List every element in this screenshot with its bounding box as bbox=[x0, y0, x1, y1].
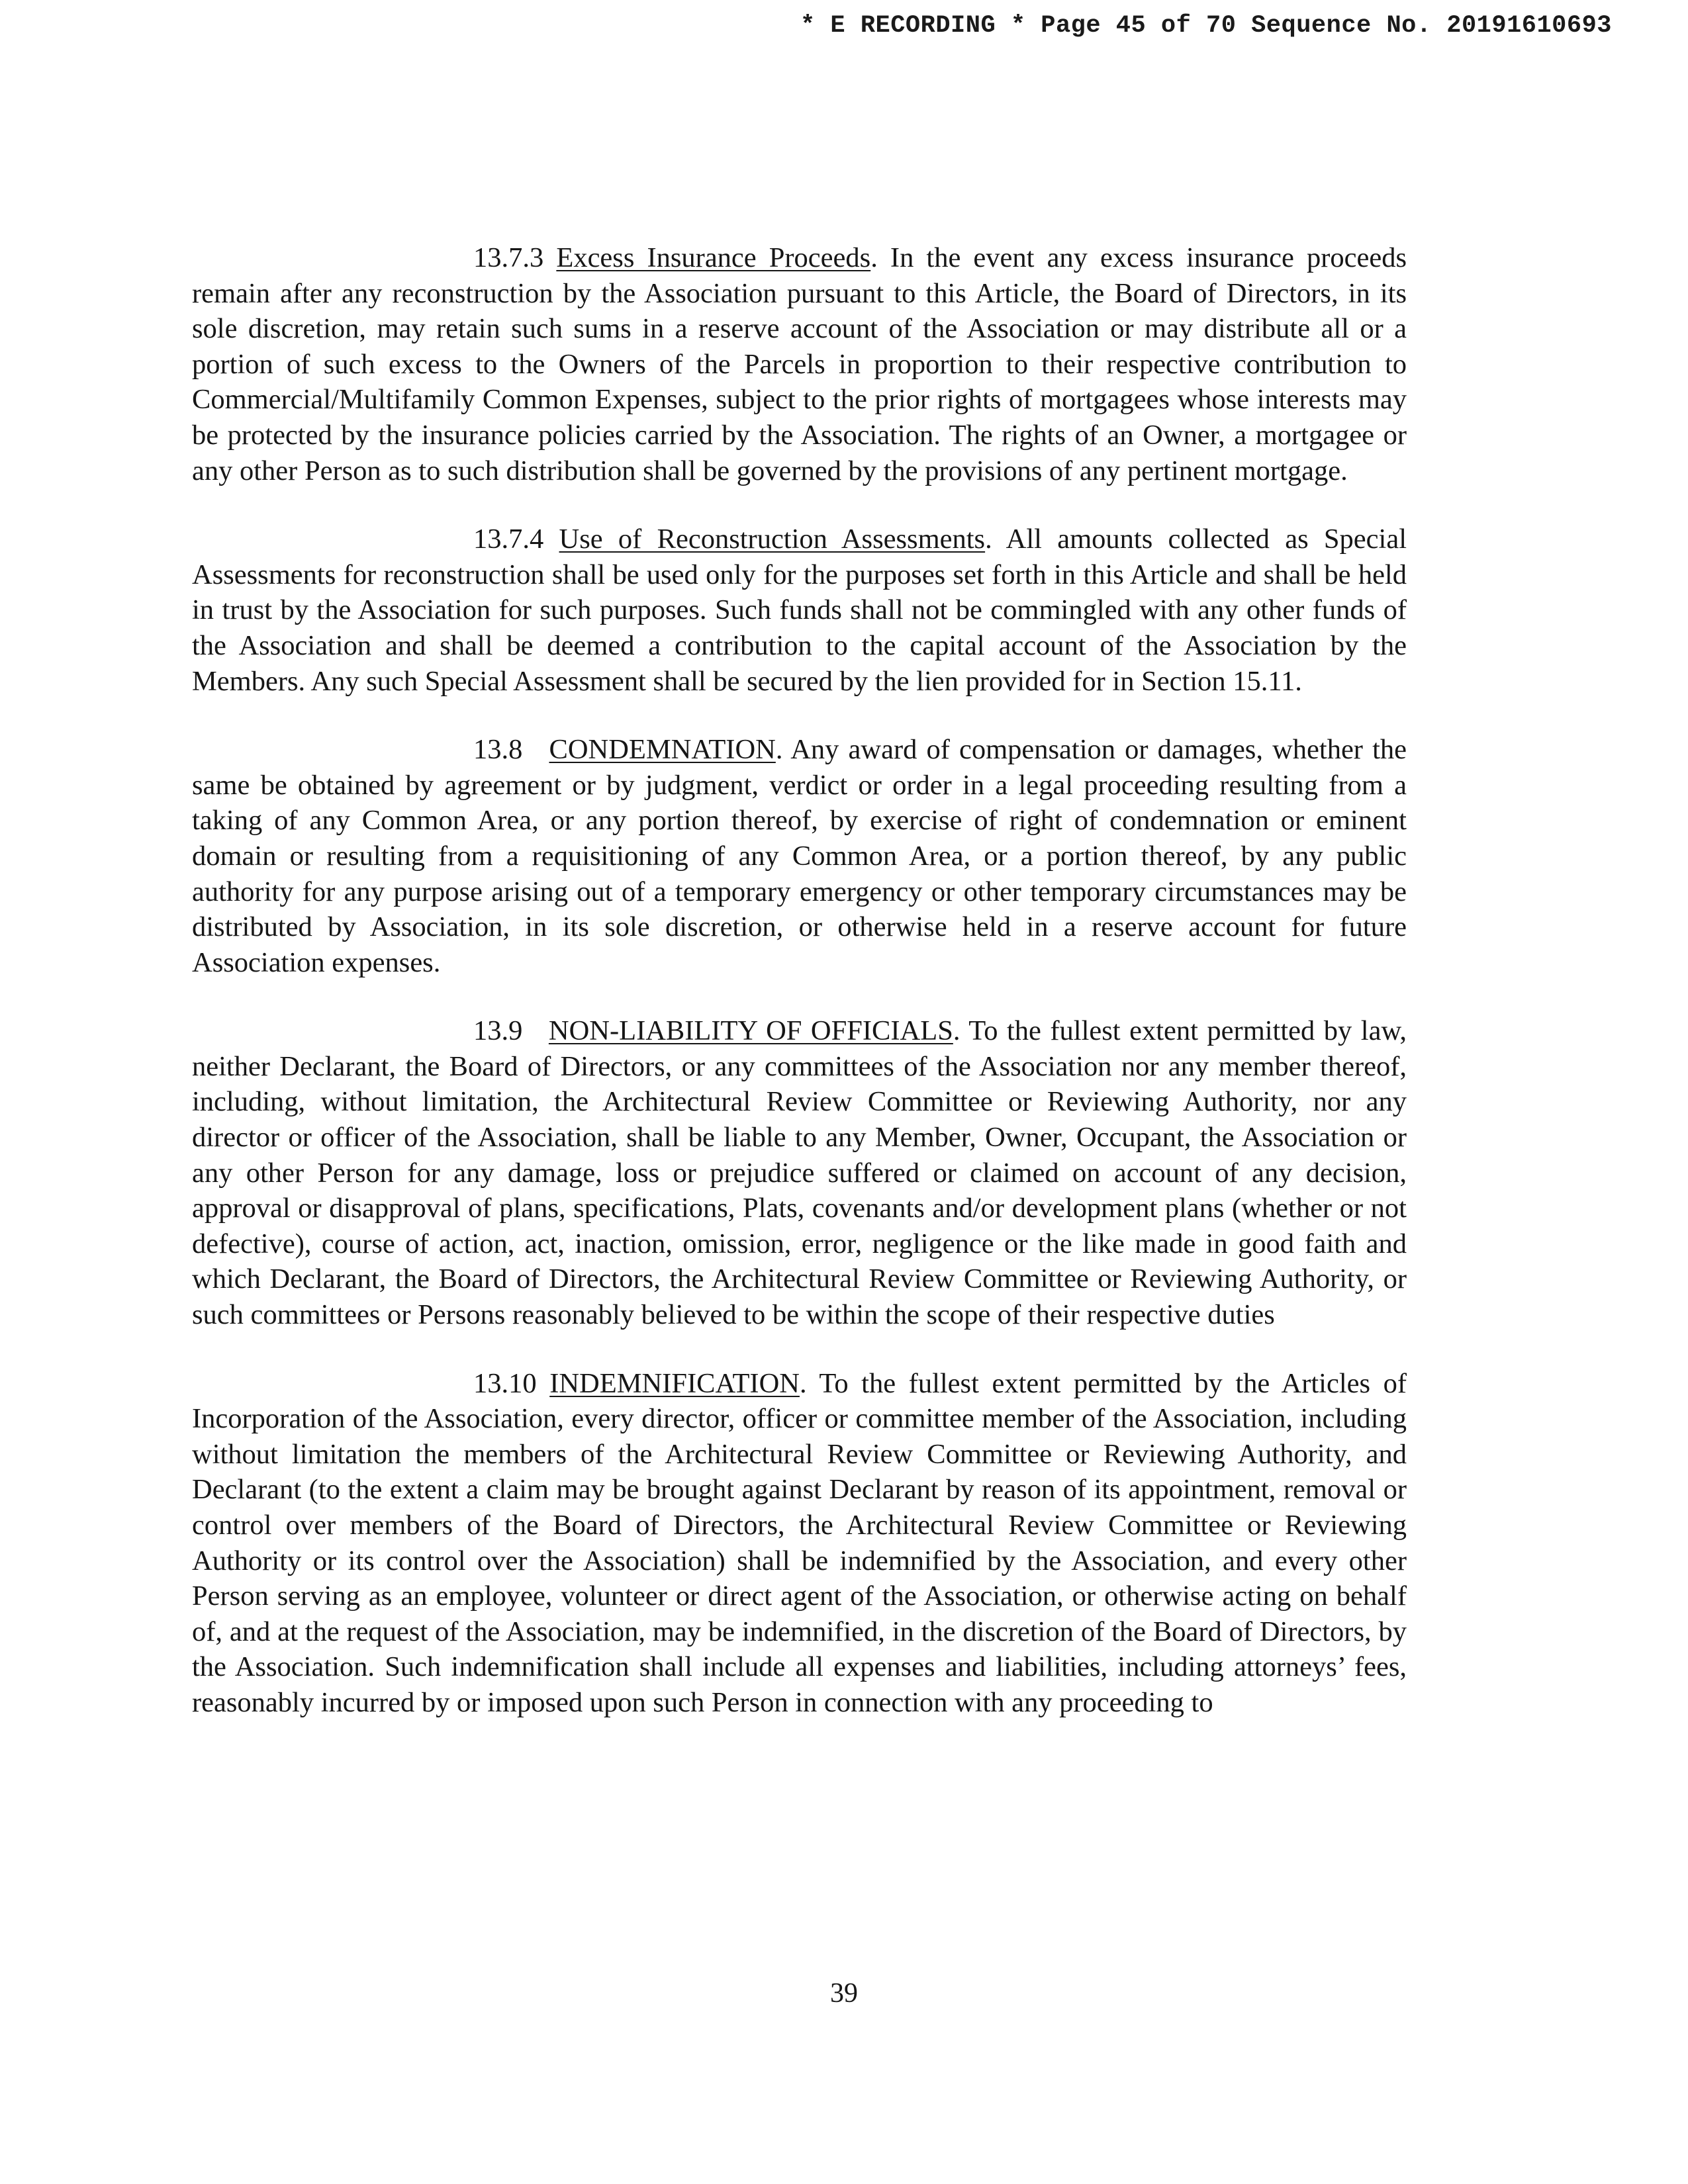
section-13-9 bbox=[192, 1013, 1407, 1332]
section-heading: Use of Reconstruction Assessments bbox=[559, 523, 986, 555]
section-13-7-4 bbox=[192, 522, 1407, 699]
section-heading: Excess Insurance Proceeds bbox=[556, 242, 871, 273]
section-heading: CONDEMNATION bbox=[549, 734, 776, 766]
section-number: 13.10 bbox=[473, 1367, 537, 1399]
page-number: 39 bbox=[830, 1978, 858, 2009]
section-body: . Any award of compensation or damages, whether the same be obtained by agreement or by judgment, verdict or order in a legal proceeding resulting from a taking of any Common Area, or any portion thereof, by exercise of right of condemnation or eminent domain or resulting from a requisitioning of any Common Area, or a portion thereof, by any public authority for any purpose arising out of a temporary emergency or other temporary circumstances may be distributed by Association, in its sole discretion, or otherwise held in a reserve account for future Association expenses. bbox=[192, 734, 1407, 978]
section-body: . All amounts collected as Special Assessments for reconstruction shall be used only for the purposes set forth in this Article and shall be held in trust by the Association for such purposes. Such funds shall not be commingled with any other funds of the Association and shall be deemed a contribution to the capital account of the Association by the Members. Any such Special Assessment shall be secured by the lien provided for in Section 15.11. bbox=[192, 523, 1407, 697]
section-13-7-3 bbox=[192, 240, 1407, 488]
section-body: . In the event any excess insurance proceeds remain after any reconstruction by the Association pursuant to this Article, the Board of Directors, in its sole discretion, may retain such sums in a reserve account of the Association or may distribute all or a portion of such excess to the Owners of the Parcels in proportion to their respective contribution to Commercial/Multifamily Common Expenses, subject to the prior rights of mortgagees whose interests may be protected by the insurance policies carried by the Association. The rights of an Owner, a mortgagee or any other Person as to such distribution shall be governed by the provisions of any pertinent mortgage. bbox=[192, 242, 1407, 486]
document-body bbox=[192, 240, 1407, 1721]
section-13-10 bbox=[192, 1366, 1407, 1721]
section-13-8 bbox=[192, 732, 1407, 980]
section-number: 13.7.4 bbox=[473, 523, 544, 555]
section-body: . To the fullest extent permitted by law, neither Declarant, the Board of Directors, or any committees of the Association nor any member thereof, including, without limitation, the Architectural Review Committee or Reviewing Authority, nor any director or officer of the Association, shall be liable to any Member, Owner, Occupant, the Association or any other Person for any damage, loss or prejudice suffered or claimed on account of any decision, approval or disapproval of plans, specifications, Plats, covenants and/or development plans (whether or not defective), course of action, act, inaction, omission, error, negligence or the like made in good faith and which Declarant, the Board of Directors, the Architectural Review Committee or Reviewing Authority, or such committees or Persons reasonably believed to be within the scope of their respective duties bbox=[192, 1015, 1407, 1331]
section-number: 13.9 bbox=[473, 1015, 523, 1047]
section-number: 13.7.3 bbox=[473, 242, 544, 273]
section-heading: INDEMNIFICATION bbox=[549, 1367, 800, 1399]
section-heading: NON-LIABILITY OF OFFICIALS bbox=[548, 1015, 953, 1047]
section-body: . To the fullest extent permitted by the Articles of Incorporation of the Association, every director, officer or committee member of the Association, including without limitation the members of the Architectural Review Committee or Reviewing Authority, and Declarant (to the extent a claim may be brought against Declarant by reason of its appointment, removal or control over members of the Board of Directors, the Architectural Review Committee or Reviewing Authority or its control over the Association) shall be indemnified by the Association, and every other Person serving as an employee, volunteer or direct agent of the Association, or otherwise acting on behalf of, and at the request of the Association, may be indemnified, in the discretion of the Board of Directors, by the Association. Such indemnification shall include all expenses and liabilities, including attorneys’ fees, reasonably incurred by or imposed upon such Person in connection with any proceeding to bbox=[192, 1367, 1407, 1718]
recording-stamp-header: * E RECORDING * Page 45 of 70 Sequence No. 20191610693 bbox=[800, 12, 1612, 40]
section-number: 13.8 bbox=[473, 734, 523, 766]
